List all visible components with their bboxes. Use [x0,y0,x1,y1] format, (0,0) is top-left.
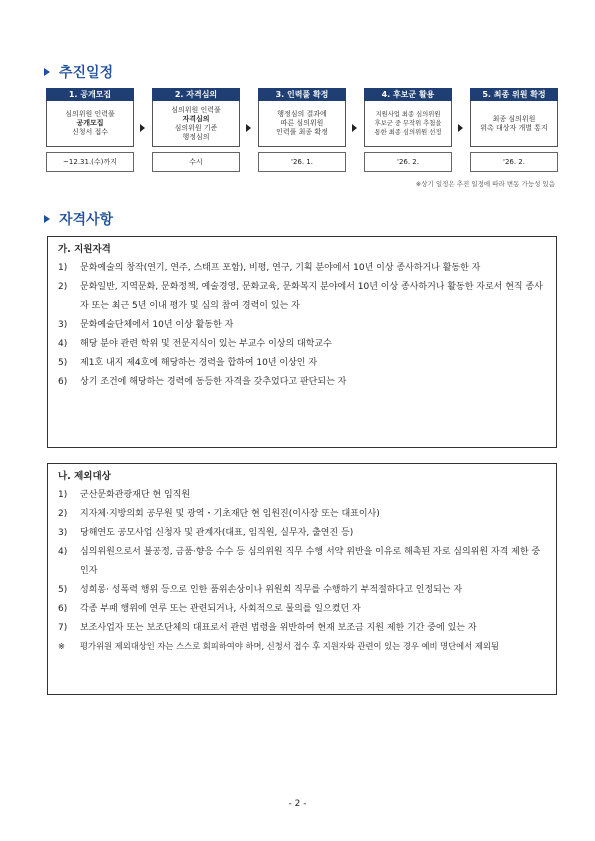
list-item [58,581,548,600]
list-item [58,543,548,581]
item-text: 해당 분야 관련 학위 및 전문지식이 있는 부교수 이상의 대학교수 [80,339,332,349]
step-date: '26. 2. [364,152,452,172]
list-item [58,354,548,373]
triangle-bullet-icon [44,68,50,76]
step-line: 공개모집 [76,119,104,127]
schedule-step-5 [470,88,558,174]
triangle-bullet-icon [44,215,50,223]
arrow-right-icon [140,124,145,132]
arrow-right-icon [246,124,251,132]
schedule-step-3 [258,88,346,174]
step-line: 위촉 대상자 개별 통지 [480,123,548,132]
eligibility-box [47,236,557,448]
step-date: '26. 1. [258,152,346,172]
step-line: 따른 심의위원 [280,119,324,127]
item-text: 보조사업자 또는 보조단체의 대표로서 관련 법령을 위반하여 현재 보조금 지원 제한 기간 중에 있는 자 [80,623,477,633]
item-number: 4) [58,339,68,349]
list-item [58,619,548,638]
schedule-flow [46,88,558,174]
item-text: 지자체·지방의회 공무원 및 광역・기초재단 현 임원진(이사장 또는 대표이사) [80,509,380,519]
schedule-title-text: 추진일정 [59,65,114,81]
schedule-step-1 [46,88,134,174]
list-item [58,600,548,619]
item-number: 6) [58,604,68,614]
item-text: 평가위원 제외대상인 자는 스스로 회피하여야 하며, 신청서 접수 후 지원자와 관련이 있는 경우 예비 명단에서 제외됨 [80,641,499,651]
item-number: 2) [58,282,68,292]
item-number: 7) [58,623,68,633]
item-number: 6) [58,377,68,387]
step-line: 심의위원 인력풀 [171,105,221,114]
arrow-right-icon [458,124,463,132]
step-date: ~12.31.(수)까지 [46,152,134,172]
eligibility-heading: 가. 지원자격 [58,244,111,255]
step-line: 인력풀 최종 확정 [276,128,328,136]
item-text: 각종 부패 행위에 연루 또는 관련되거나, 사회적으로 물의를 일으켰던 자 [80,604,361,614]
step-line: 심의위원 기준 [174,123,218,132]
item-text: 성희롱· 성폭력 행위 등으로 인한 품위손상이나 위원회 직무를 수행하기 부적절하다고 인정되는 자 [80,585,463,595]
step-head: 3. 인력풀 확정 [258,88,346,101]
item-number: 5) [58,358,68,368]
exclusion-box [47,463,557,695]
item-text: 심의위원으로서 불공정, 금품·향응 수수 등 심의위원 직무 수행 서약 위반을 이유로 해촉된 자로 심의위원 자격 제한 중인자 [80,547,541,576]
step-line: 후보군 중 무작위 추첨을 [374,120,442,127]
item-number: 2) [58,509,68,519]
item-text: 문화예술의 창작(연기, 연주, 스태프 포함), 비평, 연구, 기획 분야에서 10년 이상 종사하거나 활동한 자 [80,263,481,273]
item-text: 문화일반, 지역문화, 문화정책, 예술경영, 문화교육, 문화복지 분야에서 10년 이상 종사하거나 활동한 자로서 현직 종사자 또는 최근 5년 이내 평가 및 심의 참여 경력이 있는 자 [80,282,543,311]
step-head: 1. 공개모집 [46,88,134,101]
step-line: 지원사업 최종 심의위원 [375,111,441,118]
item-text: 당해연도 공모사업 신청자 및 관계자(대표, 임직원, 실무자, 출연진 등) [80,528,354,538]
schedule-section-title [44,62,113,82]
step-line: 신청서 접수 [71,128,109,136]
item-number: 5) [58,585,68,595]
item-number: 1) [58,263,68,273]
item-number: 3) [58,528,68,538]
schedule-step-2 [152,88,240,174]
list-item [58,259,548,278]
note-item [58,638,548,655]
step-body [470,101,558,147]
step-line: 행정심의 결과에 [277,110,327,118]
page-number: - 2 - [288,799,307,809]
step-date: '26. 2. [470,152,558,172]
schedule-note: ※상기 일정은 추진 일정에 따라 변동 가능성 있음 [415,180,555,188]
step-line: 자격심의 [182,114,210,123]
step-line: 최종 심의위원 [492,114,536,123]
item-text: 제1호 내지 제4호에 해당하는 경력을 합하여 10년 이상인 자 [80,358,318,368]
list-item [58,316,548,335]
list-item [58,373,548,392]
item-text: 문화예술단체에서 10년 이상 활동한 자 [80,320,234,330]
qualifications-section-title [44,209,113,229]
step-line: 심의위원 인력풀 [65,110,115,118]
exclusion-heading: 나. 제외대상 [58,471,111,482]
list-item [58,278,548,316]
step-line: 행정심의 [182,132,210,141]
step-line: 통한 최종 심의위원 선정 [374,129,442,136]
qualifications-title-text: 자격사항 [59,212,114,228]
item-number: 3) [58,320,68,330]
step-date: 수시 [152,152,240,172]
list-item [58,486,548,505]
step-head: 5. 최종 위원 확정 [470,88,558,101]
item-number: 4) [58,547,68,557]
step-body [364,101,452,147]
arrow-right-icon [352,124,357,132]
item-text: 군산문화관광재단 현 임직원 [80,490,191,500]
step-body [46,101,134,147]
step-head: 4. 후보군 활용 [364,88,452,101]
list-item [58,505,548,524]
step-body [258,101,346,147]
item-number: 1) [58,490,68,500]
schedule-step-4 [364,88,452,174]
item-text: 상기 조건에 해당하는 경력에 동등한 자격을 갖추었다고 판단되는 자 [80,377,347,387]
step-head: 2. 자격심의 [152,88,240,101]
note-mark: ※ [58,641,65,651]
step-body [152,101,240,147]
list-item [58,524,548,543]
list-item [58,335,548,354]
